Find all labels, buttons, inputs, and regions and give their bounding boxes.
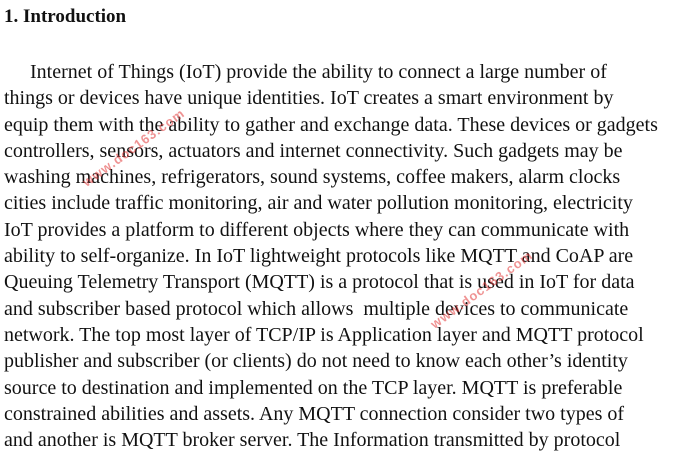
paragraph-line: and another is MQTT broker server. The Information transmitted by protocol — [4, 429, 621, 452]
watermark: www.doc163.com — [427, 247, 536, 332]
paragraph-line: things or devices have unique identities. IoT creates a smart environment by — [4, 87, 614, 110]
paragraph-line: Internet of Things (IoT) provide the ability to connect a large number of — [30, 61, 607, 83]
paragraph-line: network. The top most layer of TCP/IP is Application layer and MQTT protocol — [4, 323, 644, 346]
paragraph-line: equip them with the ability to gather and exchange data. These devices or gadgets — [4, 113, 658, 136]
paragraph-line: ability to self-organize. In IoT lightweight protocols like MQTT and CoAP are — [4, 245, 634, 268]
paragraph-line: source to destination and implemented on the TCP layer. MQTT is preferable — [4, 376, 623, 399]
paragraph-line: washing machines, refrigerators, sound systems, coffee makers, alarm clocks — [4, 166, 621, 189]
paragraph-line: and subscriber based protocol which allows multiple devices to communicate — [4, 297, 629, 320]
watermark: www.doc163.com — [79, 105, 188, 190]
paragraph-line: controllers, sensors, actuators and internet connectivity. Such gadgets may be — [4, 139, 623, 162]
paragraph-line: Queuing Telemetry Transport (MQTT) is a protocol that is used in IoT for data — [4, 271, 635, 294]
section-heading: 1. Introduction — [4, 6, 127, 27]
paragraph-line: constrained abilities and assets. Any MQTT connection consider two types of — [4, 402, 625, 425]
paragraph-line: cities include traffic monitoring, air and water pollution monitoring, electricity — [4, 192, 633, 215]
paragraph-line: publisher and subscriber (or clients) do not need to know each other’s identity — [4, 350, 628, 373]
body-paragraph — [4, 59, 693, 453]
paragraph-line: IoT provides a platform to different objects where they can communicate with — [4, 218, 630, 241]
